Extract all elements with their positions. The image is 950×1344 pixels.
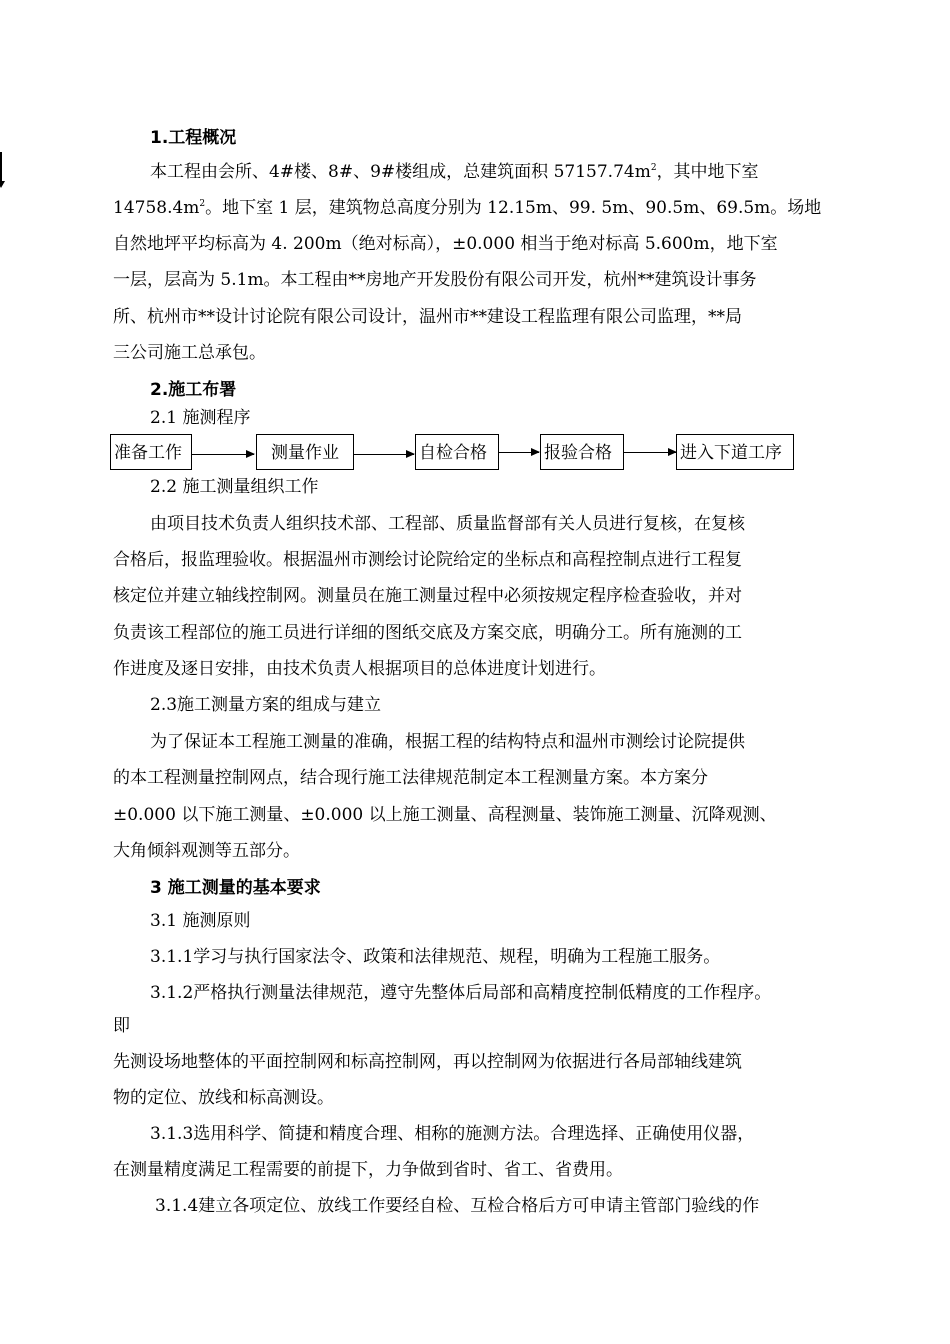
- section-3-title: 3 施工测量的基本要求: [150, 878, 321, 898]
- paragraph-line: 在测量精度满足工程需要的前提下，力争做到省时、省工、省费用。: [113, 1160, 623, 1180]
- margin-arrow-icon: [0, 152, 2, 182]
- paragraph-line: 先测设场地整体的平面控制网和标高控制网，再以控制网为依据进行各局部轴线建筑: [113, 1052, 742, 1072]
- paragraph-line: ±0.000 以下施工测量、±0.000 以上施工测量、高程测量、装饰施工测量、沉降观测、: [113, 805, 777, 825]
- subsection-2-2-title: 2.2 施工测量组织工作: [150, 477, 319, 497]
- section-2-title: 2.施工布署: [150, 380, 237, 400]
- paragraph-line: 三公司施工总承包。: [113, 343, 266, 363]
- paragraph-line: 核定位并建立轴线控制网。测量员在施工测量过程中必须按规定程序检查验收，并对: [113, 586, 742, 606]
- flow-arrow-icon: [499, 452, 539, 453]
- subsection-3-1-title: 3.1 施测原则: [150, 911, 251, 931]
- paragraph-line: 作进度及逐日安排，由技术负责人根据项目的总体进度计划进行。: [113, 659, 606, 679]
- paragraph-line: 的本工程测量控制网点，结合现行施工法律规范制定本工程测量方案。本方案分: [113, 768, 708, 788]
- paragraph-line: 物的定位、放线和标高测设。: [113, 1088, 334, 1108]
- flow-step: 测量作业: [256, 434, 354, 470]
- paragraph-line: 为了保证本工程施工测量的准确，根据工程的结构特点和温州市测绘讨论院提供: [150, 732, 745, 752]
- paragraph-line: 自然地坪平均标高为 4. 200m（绝对标高），±0.000 相当于绝对标高 5.600m，地下室: [113, 234, 778, 254]
- flow-arrow-icon: [192, 454, 254, 455]
- flow-step: 准备工作: [110, 434, 192, 470]
- paragraph-line: $14758.4m^2$。地下室 1 层，建筑物总高度分别为 12.15m、99. 5m、90.5m、69.5m。场地: [113, 198, 822, 218]
- paragraph-line: 合格后，报监理验收。根据温州市测绘讨论院给定的坐标点和高程控制点进行工程复: [113, 550, 742, 570]
- subsection-2-3-title: 2.3施工测量方案的组成与建立: [150, 695, 382, 715]
- flow-step: 进入下道工序: [676, 434, 794, 470]
- clause-3-1-4: 3.1.4建立各项定位、放线工作要经自检、互检合格后方可申请主管部门验线的作: [155, 1196, 760, 1216]
- paragraph-line: 大角倾斜观测等五部分。: [113, 841, 300, 861]
- paragraph-line: 即: [113, 1016, 130, 1036]
- flow-step: 自检合格: [415, 434, 499, 470]
- section-1-title: 1.工程概况: [150, 128, 237, 148]
- paragraph-line: 由项目技术负责人组织技术部、工程部、质量监督部有关人员进行复核，在复核: [150, 514, 745, 534]
- paragraph-line: 所、杭州市**设计讨论院有限公司设计，温州市**建设工程监理有限公司监理，**局: [113, 307, 742, 327]
- clause-3-1-3: 3.1.3选用科学、简捷和精度合理、相称的施测方法。合理选择、正确使用仪器，: [150, 1124, 755, 1144]
- flow-arrow-icon: [354, 454, 414, 455]
- paragraph-line: 负责该工程部位的施工员进行详细的图纸交底及方案交底，明确分工。所有施测的工: [113, 623, 742, 643]
- flow-step: 报验合格: [540, 434, 624, 470]
- clause-3-1-2: 3.1.2严格执行测量法律规范，遵守先整体后局部和高精度控制低精度的工作程序。: [150, 983, 772, 1003]
- flow-arrow-icon: [624, 452, 676, 453]
- clause-3-1-1: 3.1.1学习与执行国家法令、政策和法律规范、规程，明确为工程施工服务。: [150, 947, 721, 967]
- paragraph-line: 本工程由会所、4#楼、8#、9#楼组成，总建筑面积 $57157.74m^2$，其中地下室: [150, 162, 759, 182]
- paragraph-line: 一层，层高为 5.1m。本工程由**房地产开发股份有限公司开发，杭州**建筑设计事务: [113, 270, 757, 290]
- subsection-2-1-title: 2.1 施测程序: [150, 408, 251, 428]
